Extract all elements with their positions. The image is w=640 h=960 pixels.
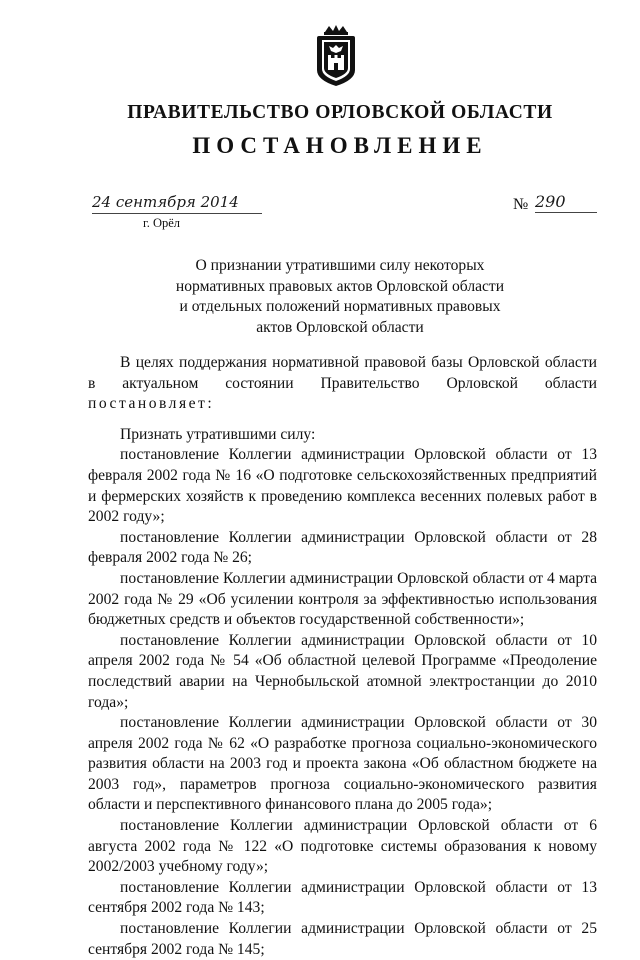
recognize-heading: Признать утратившими силу: bbox=[120, 425, 316, 443]
resolves-word: постановляет bbox=[88, 395, 208, 413]
document-number: 290 bbox=[535, 192, 597, 213]
organization-name: ПРАВИТЕЛЬСТВО ОРЛОВСКОЙ ОБЛАСТИ bbox=[127, 102, 553, 123]
subject-line: и отдельных положений нормативных правовых bbox=[179, 298, 501, 316]
city-label: г. Орёл bbox=[143, 216, 181, 230]
repealed-act-item: постановление Коллегии администрации Орловской области от 25 сентября 2002 года № 145; bbox=[88, 920, 597, 958]
subject-line: О признании утратившими силу некоторых bbox=[195, 257, 485, 274]
subject-line: актов Орловской области bbox=[256, 318, 424, 336]
repealed-act-item: постановление Коллегии администрации Орловской области от 28 февраля 2002 года № 26; bbox=[88, 528, 597, 567]
repealed-act-item: постановление Коллегии администрации Орловской области от 13 февраля 2002 года № 16 «О подготовке сельскохозяйственных предприятий и фермерских хозяйств к проведению комплекса весенних полевых работ в 2002 году»; bbox=[88, 446, 597, 526]
repealed-act-item: постановление Коллегии администрации Орловской области от 10 апреля 2002 года № 54 «Об областной целевой Программе «Преодоление последствий аварии на Чернобыльской атомной электростанции до 2010 года»; bbox=[88, 631, 597, 711]
document-subject bbox=[140, 256, 540, 338]
resolves-punct: : bbox=[207, 395, 212, 413]
subject-line: нормативных правовых актов Орловской области bbox=[175, 277, 505, 295]
coat-of-arms-emblem-icon bbox=[313, 24, 359, 88]
signature-date: 24 сентября 2014 bbox=[92, 193, 262, 214]
repealed-act-item: постановление Коллегии администрации Орловской области от 4 марта 2002 года № 29 «Об усилении контроля за эффективностью использования бюджетных средств и объектов государственной собственности»; bbox=[88, 569, 597, 629]
repealed-act-item: постановление Коллегии администрации Орловской области от 6 августа 2002 года № 122 «О подготовке системы образования к новому 2002/2003 учебному году»; bbox=[88, 817, 597, 876]
preamble-paragraph bbox=[88, 353, 597, 415]
preamble-text: В целях поддержания нормативной правовой базы Орловской области в актуальном состоянии Правительство Орловской области bbox=[88, 354, 597, 392]
repealed-act-item: постановление Коллегии администрации Орловской области от 13 сентября 2002 года № 143; bbox=[88, 878, 597, 917]
document-type: ПОСТАНОВЛЕНИЕ bbox=[192, 133, 488, 158]
number-label: № bbox=[513, 196, 529, 213]
repealed-act-item: постановление Коллегии администрации Орловской области от 30 апреля 2002 года № 62 «О разработке прогноза социально-экономического развития области на 2003 год и проекта закона «Об областном бюджете на 2003 год», параметров прогноза социально-экономического развития области и перспективного финансового плана до 2005 года»; bbox=[88, 714, 597, 814]
document-body bbox=[88, 353, 597, 960]
